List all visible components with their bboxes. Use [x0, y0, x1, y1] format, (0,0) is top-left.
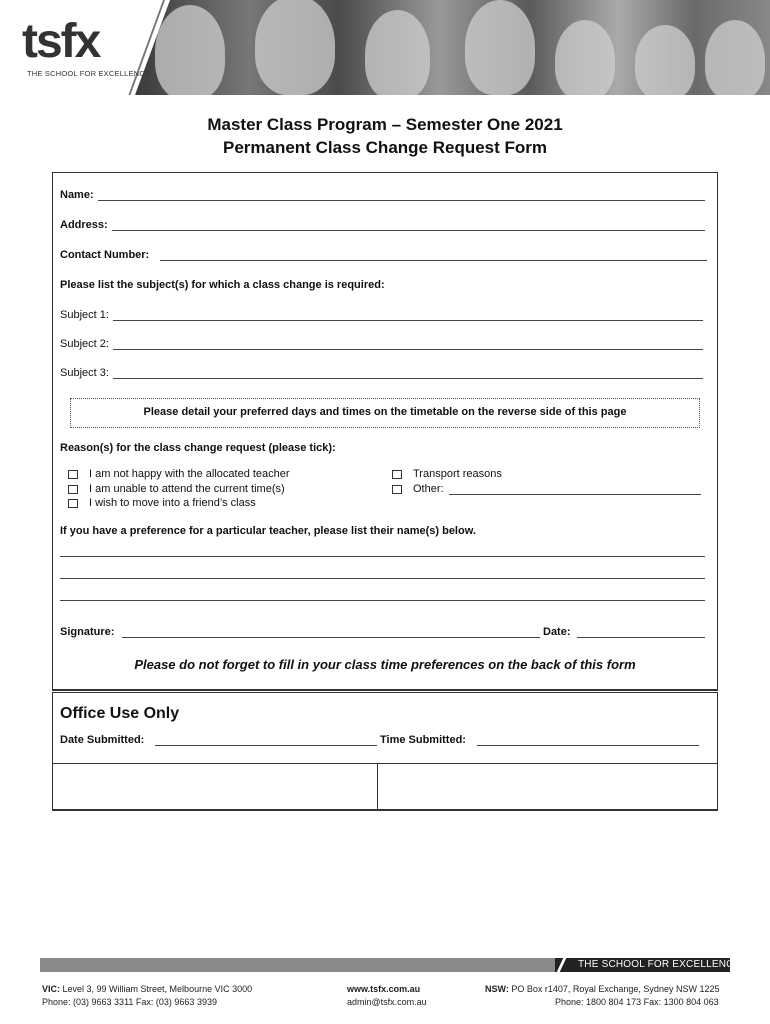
header-banner [0, 0, 770, 95]
signature-field[interactable] [122, 637, 540, 638]
date-field[interactable] [577, 637, 705, 638]
time-submitted-field[interactable] [477, 745, 699, 746]
subject2-label: Subject 2: [60, 338, 109, 350]
reason-time-checkbox[interactable] [68, 485, 78, 494]
footer-nsw-address: NSW: PO Box r1407, Royal Exchange, Sydney NSW 1225 [485, 984, 720, 994]
reason-time-label: I am unable to attend the current time(s) [89, 483, 285, 495]
date-submitted-label: Date Submitted: [60, 734, 145, 746]
teacher-preference-prompt: If you have a preference for a particular teacher, please list their name(s) below. [60, 525, 476, 537]
name-label: Name: [60, 189, 94, 201]
footer-website[interactable]: www.tsfx.com.au [347, 984, 421, 994]
contact-field[interactable] [160, 260, 707, 261]
footer-nsw-phone: Phone: 1800 804 173 Fax: 1300 804 063 [555, 997, 719, 1007]
subject1-label: Subject 1: [60, 309, 109, 321]
reason-transport-checkbox[interactable] [392, 470, 402, 479]
time-submitted-label: Time Submitted: [380, 734, 466, 746]
subject2-field[interactable] [113, 349, 703, 350]
office-cell-left[interactable] [52, 763, 378, 810]
students-photo [135, 0, 770, 95]
reasons-heading: Reason(s) for the class change request (please tick): [60, 442, 336, 454]
footer-vic-address: VIC: Level 3, 99 William Street, Melbourne VIC 3000 [42, 984, 253, 994]
reason-other-checkbox[interactable] [392, 485, 402, 494]
teacher-preference-line-1[interactable] [60, 556, 705, 557]
section-divider [52, 689, 718, 691]
reason-teacher-label: I am not happy with the allocated teacher [89, 468, 290, 480]
subjects-prompt: Please list the subject(s) for which a class change is required: [60, 279, 385, 291]
reason-teacher-checkbox[interactable] [68, 470, 78, 479]
reason-friend-checkbox[interactable] [68, 499, 78, 508]
page-title: Master Class Program – Semester One 2021 [207, 115, 563, 134]
logo-tagline: THE SCHOOL FOR EXCELLENCE [27, 69, 151, 78]
date-submitted-field[interactable] [155, 745, 377, 746]
request-form-box [52, 172, 718, 690]
subject3-label: Subject 3: [60, 367, 109, 379]
reason-other-field[interactable] [449, 494, 701, 495]
teacher-preference-line-3[interactable] [60, 600, 705, 601]
timetable-notice [70, 398, 700, 428]
footer-brand: THE SCHOOL FOR EXCELLENCE [578, 959, 741, 970]
signature-label: Signature: [60, 626, 115, 638]
footer-vic-phone: Phone: (03) 9663 3311 Fax: (03) 9663 3939 [42, 997, 217, 1007]
date-label: Date: [543, 626, 571, 638]
footer-email[interactable]: admin@tsfx.com.au [347, 997, 427, 1007]
subject3-field[interactable] [113, 378, 703, 379]
office-use-title: Office Use Only [60, 705, 180, 722]
contact-label: Contact Number: [60, 249, 150, 261]
tsfx-logo: tsfx [22, 15, 100, 68]
address-field[interactable] [112, 230, 705, 231]
address-label: Address: [60, 219, 108, 231]
subject1-field[interactable] [113, 320, 703, 321]
name-field[interactable] [98, 200, 705, 201]
office-cell-right[interactable] [377, 763, 718, 810]
teacher-preference-line-2[interactable] [60, 578, 705, 579]
reminder-note: Please do not forget to fill in your class time preferences on the back of this form [134, 657, 636, 672]
reason-transport-label: Transport reasons [413, 468, 502, 480]
timetable-notice-text: Please detail your preferred days and times on the timetable on the reverse side of this page [143, 406, 627, 418]
reason-other-label: Other: [413, 483, 444, 495]
page-subtitle: Permanent Class Change Request Form [222, 138, 548, 157]
reason-friend-label: I wish to move into a friend’s class [89, 497, 256, 509]
